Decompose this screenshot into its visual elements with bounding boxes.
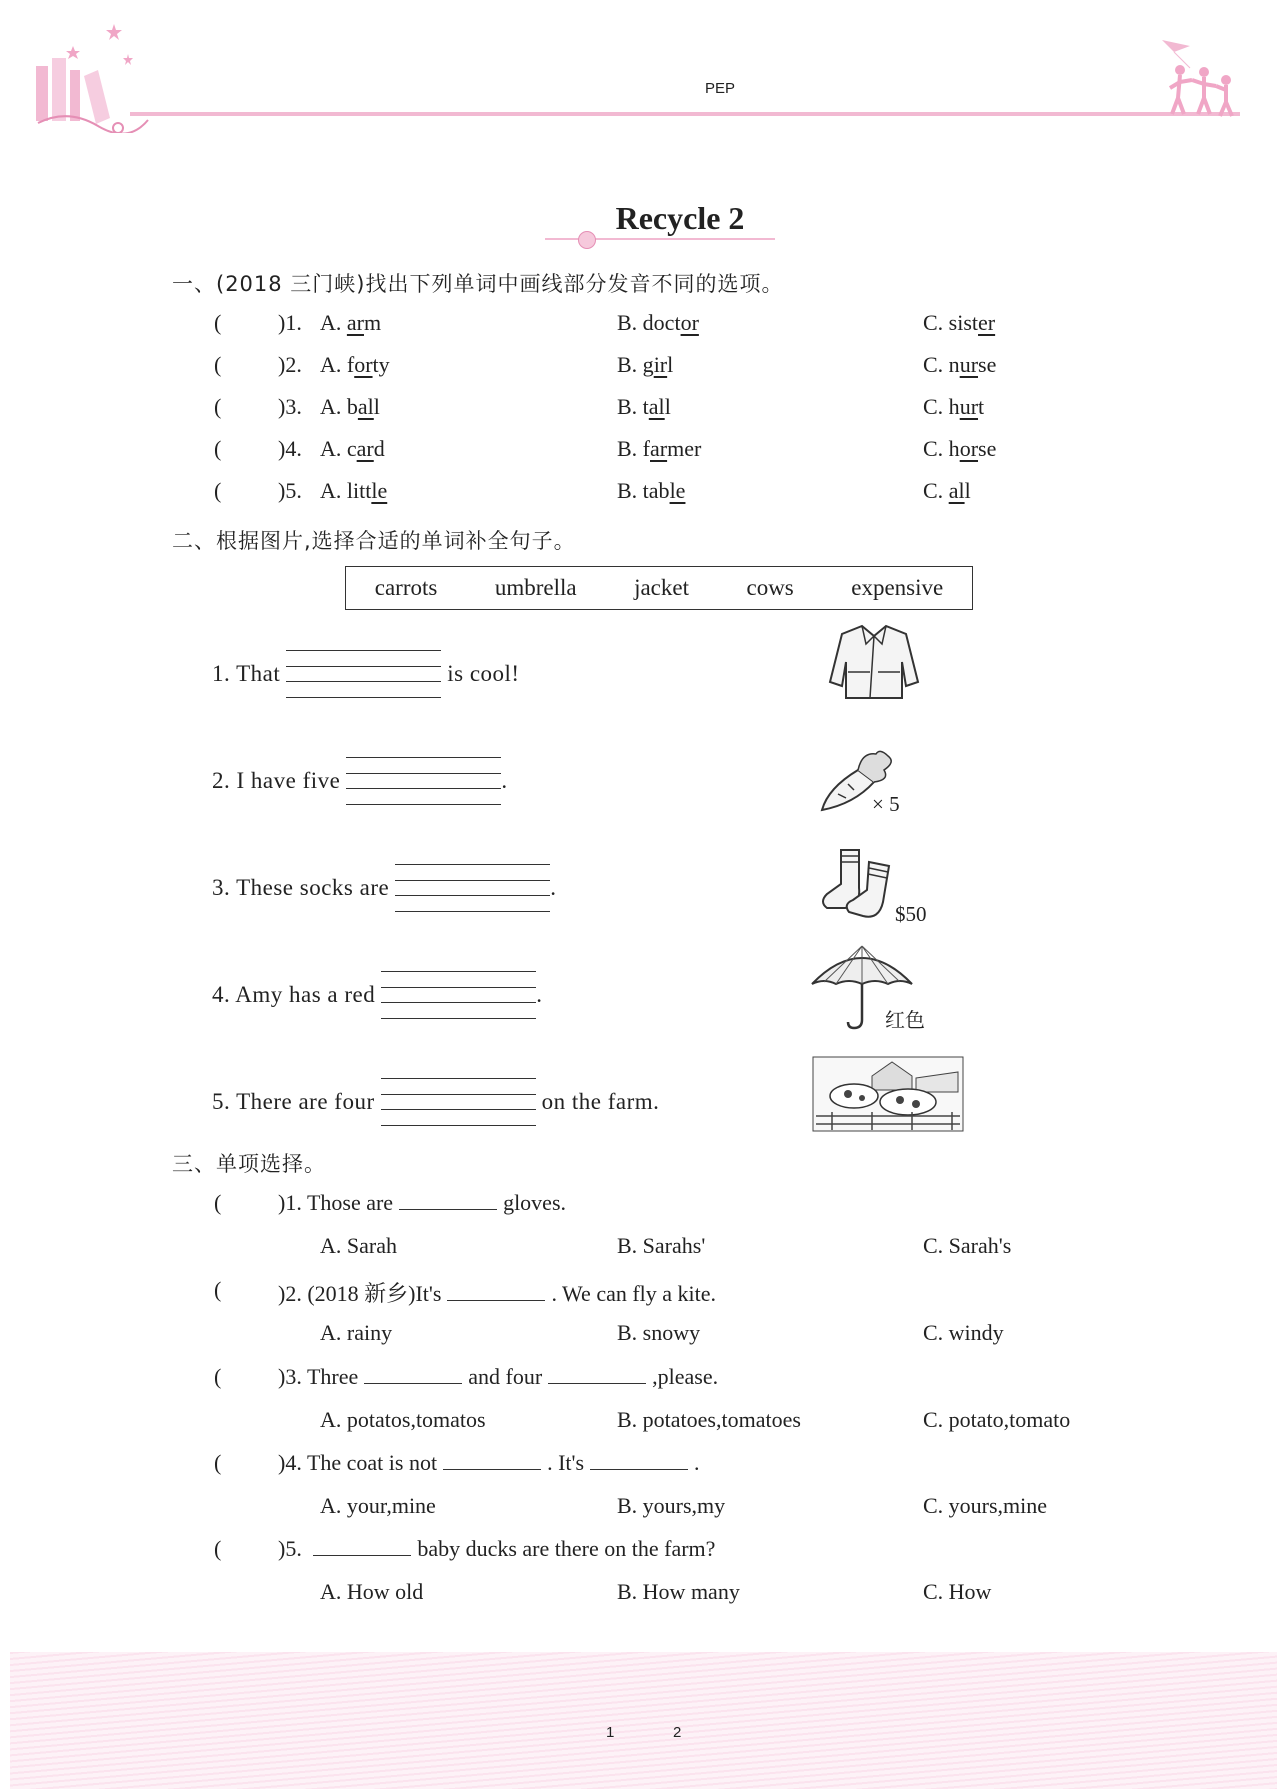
- option-text: se: [978, 352, 997, 377]
- answer-blank[interactable]: [548, 1365, 646, 1384]
- question-text: and four: [468, 1364, 543, 1389]
- underlined-letters: ur: [959, 352, 979, 377]
- question-stem: [278, 1277, 716, 1308]
- header-right-children-icon: [1160, 38, 1240, 118]
- option-text: A. c: [320, 436, 357, 461]
- answer-paren[interactable]: (: [214, 1190, 222, 1215]
- question-text: (2018 新乡)It's: [307, 1281, 442, 1306]
- question-text: baby ducks are there on the farm?: [417, 1536, 716, 1561]
- question-text: Those are: [306, 1190, 394, 1215]
- option-text: A. f: [320, 352, 355, 377]
- sentence-text: 3. These socks are: [212, 875, 390, 900]
- answer-blank[interactable]: [443, 1451, 541, 1470]
- fill-sentence-1: [212, 650, 520, 698]
- header-label: PEP: [704, 80, 735, 97]
- option-c[interactable]: C. potato,tomato: [923, 1407, 1071, 1432]
- sentence-text: 5. There are four: [212, 1089, 375, 1114]
- writing-lines[interactable]: [286, 650, 441, 698]
- sentence-text: .: [536, 982, 543, 1007]
- option-c[interactable]: [923, 436, 996, 462]
- question-text: Three: [306, 1364, 359, 1389]
- answer-paren[interactable]: (: [214, 478, 222, 503]
- option-a[interactable]: A. your,mine: [320, 1493, 436, 1518]
- option-a[interactable]: [320, 478, 387, 504]
- question-text: . We can fly a kite.: [551, 1281, 717, 1306]
- answer-paren[interactable]: (: [214, 310, 222, 335]
- option-text: m: [363, 310, 382, 335]
- option-a[interactable]: [320, 310, 381, 336]
- fill-sentence-3: [212, 864, 556, 912]
- option-text: B. g: [617, 352, 654, 377]
- section2-heading: 二、根据图片,选择合适的单词补全句子。: [172, 529, 576, 553]
- question-number: )2.: [278, 352, 302, 377]
- underlined-letters: ar: [650, 436, 668, 461]
- option-c[interactable]: C. yours,mine: [923, 1493, 1048, 1518]
- answer-blank[interactable]: [364, 1365, 462, 1384]
- question-number: )5.: [278, 1536, 302, 1561]
- underlined-letters: al: [357, 394, 374, 419]
- option-b[interactable]: B. snowy: [617, 1320, 701, 1345]
- writing-lines[interactable]: [381, 971, 536, 1019]
- option-c[interactable]: C. windy: [923, 1320, 1004, 1345]
- umbrella-color-label: 红色: [885, 1008, 925, 1032]
- answer-paren[interactable]: (: [214, 1277, 222, 1302]
- question-number: )1.: [278, 310, 302, 335]
- option-text: C. h: [923, 436, 960, 461]
- option-a[interactable]: A. Sarah: [320, 1233, 397, 1258]
- option-a[interactable]: A. How old: [320, 1579, 424, 1604]
- underlined-letters: al: [948, 478, 965, 503]
- option-text: se: [978, 436, 997, 461]
- option-b[interactable]: B. Sarahs': [617, 1233, 706, 1258]
- sentence-text: 4. Amy has a red: [212, 982, 376, 1007]
- option-text: A. litt: [320, 478, 372, 503]
- question-number: )3.: [278, 1364, 302, 1389]
- option-text: A. b: [320, 394, 358, 419]
- section1-heading: 一、(2018 三门峡)找出下列单词中画线部分发音不同的选项。: [172, 272, 784, 296]
- answer-paren[interactable]: (: [214, 1536, 222, 1561]
- underlined-letters: or: [959, 436, 979, 461]
- underlined-letters: ur: [959, 394, 979, 419]
- option-b[interactable]: B. yours,my: [617, 1493, 726, 1518]
- option-a[interactable]: [320, 436, 385, 462]
- word-bank-item: expensive: [851, 575, 944, 600]
- option-text: A.: [320, 310, 347, 335]
- option-a[interactable]: [320, 394, 380, 420]
- option-text: B. doct: [617, 310, 681, 335]
- underlined-letters: le: [669, 478, 686, 503]
- option-text: B. tab: [617, 478, 670, 503]
- question-stem: [278, 1450, 700, 1476]
- option-text: C. n: [923, 352, 960, 377]
- option-text: mer: [667, 436, 702, 461]
- option-b[interactable]: B. potatoes,tomatoes: [617, 1407, 801, 1432]
- word-bank-item: jacket: [634, 575, 689, 600]
- carrot-count-label: × 5: [872, 792, 900, 816]
- underlined-letters: ar: [356, 436, 374, 461]
- option-text: B. f: [617, 436, 650, 461]
- option-text: C. sist: [923, 310, 979, 335]
- fill-sentence-2: [212, 757, 508, 805]
- option-b[interactable]: [617, 436, 701, 462]
- answer-blank[interactable]: [447, 1282, 545, 1301]
- option-a[interactable]: A. rainy: [320, 1320, 393, 1345]
- option-b[interactable]: [617, 352, 673, 378]
- option-c[interactable]: [923, 310, 995, 336]
- answer-paren[interactable]: (: [214, 1364, 222, 1389]
- sentence-text: on the farm.: [541, 1089, 660, 1114]
- answer-paren[interactable]: (: [214, 436, 222, 461]
- header-rule: [130, 112, 1240, 116]
- cows-farm-icon: [812, 1056, 964, 1132]
- underlined-letters: or: [354, 352, 373, 377]
- writing-lines[interactable]: [395, 864, 550, 912]
- option-c[interactable]: C. Sarah's: [923, 1233, 1012, 1258]
- question-text: The coat is not: [306, 1450, 438, 1475]
- fill-sentence-4: [212, 971, 542, 1019]
- answer-paren[interactable]: (: [214, 394, 222, 419]
- option-text: l: [373, 394, 380, 419]
- option-text: l: [667, 352, 674, 377]
- question-stem: [278, 1190, 566, 1216]
- option-text: d: [373, 436, 385, 461]
- writing-lines[interactable]: [381, 1078, 536, 1126]
- option-text: C. h: [923, 394, 960, 419]
- option-c[interactable]: [923, 352, 996, 378]
- answer-paren[interactable]: (: [214, 352, 222, 377]
- option-text: t: [978, 394, 985, 419]
- option-b[interactable]: [617, 310, 699, 336]
- underlined-letters: al: [648, 394, 665, 419]
- answer-blank[interactable]: [399, 1191, 497, 1210]
- option-b[interactable]: [617, 478, 685, 504]
- option-b[interactable]: B. How many: [617, 1579, 740, 1604]
- sentence-text: is cool!: [447, 661, 520, 686]
- option-text: l: [964, 478, 971, 503]
- word-bank: [345, 566, 973, 610]
- question-number: )5.: [278, 478, 302, 503]
- word-bank-item: carrots: [374, 575, 438, 600]
- answer-blank[interactable]: [313, 1537, 411, 1556]
- section3-heading: 三、单项选择。: [172, 1152, 326, 1176]
- answer-blank[interactable]: [590, 1451, 688, 1470]
- sentence-text: 2. I have five: [212, 768, 341, 793]
- word-bank-item: umbrella: [494, 575, 577, 600]
- page-title: Recycle 2: [615, 200, 745, 236]
- sentence-text: .: [550, 875, 557, 900]
- option-text: B. t: [617, 394, 649, 419]
- sentence-text: .: [501, 768, 508, 793]
- underlined-letters: er: [978, 310, 996, 335]
- option-c[interactable]: [923, 394, 984, 420]
- option-text: l: [664, 394, 671, 419]
- footer-band: [10, 1652, 1277, 1789]
- sentence-text: 1. That: [212, 661, 281, 686]
- question-number: )3.: [278, 394, 302, 419]
- page-number-right: 2: [673, 1724, 682, 1741]
- question-text: gloves.: [503, 1190, 567, 1215]
- option-c[interactable]: [923, 478, 971, 504]
- question-stem: [278, 1536, 715, 1562]
- title-dot: [578, 231, 596, 249]
- question-number: )1.: [278, 1190, 302, 1215]
- option-text: ty: [372, 352, 390, 377]
- option-b[interactable]: [617, 394, 671, 420]
- word-bank-item: cows: [746, 575, 794, 600]
- answer-paren[interactable]: (: [214, 1450, 222, 1475]
- jacket-icon: [826, 622, 922, 704]
- fill-sentence-5: [212, 1078, 659, 1126]
- option-a[interactable]: A. potatos,tomatos: [320, 1407, 486, 1432]
- underlined-letters: ir: [653, 352, 668, 377]
- question-text: . It's: [547, 1450, 585, 1475]
- writing-lines[interactable]: [346, 757, 501, 805]
- underlined-letters: le: [371, 478, 388, 503]
- socks-price-label: $50: [895, 902, 927, 926]
- question-text: .: [694, 1450, 700, 1475]
- option-c[interactable]: C. How: [923, 1579, 992, 1604]
- socks-icon: [815, 846, 895, 922]
- question-stem: [278, 1364, 718, 1390]
- question-number: )4.: [278, 436, 302, 461]
- underlined-letters: ar: [346, 310, 364, 335]
- question-number: )4.: [278, 1450, 302, 1475]
- page-number-left: 1: [606, 1724, 615, 1741]
- question-text: ,please.: [652, 1364, 719, 1389]
- option-a[interactable]: [320, 352, 390, 378]
- underlined-letters: or: [680, 310, 699, 335]
- question-number: )2.: [278, 1281, 302, 1306]
- option-text: C.: [923, 478, 949, 503]
